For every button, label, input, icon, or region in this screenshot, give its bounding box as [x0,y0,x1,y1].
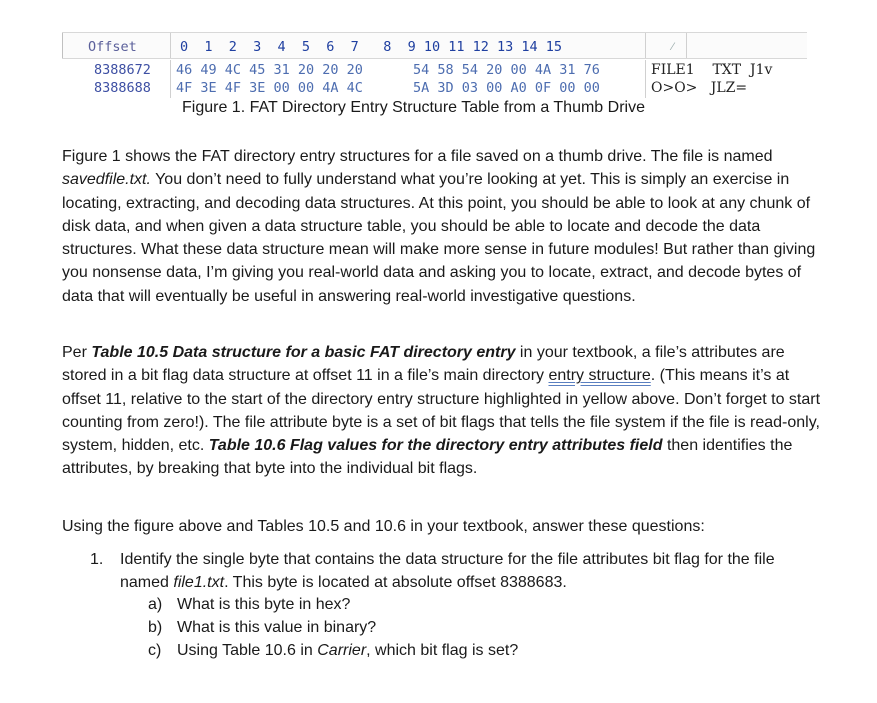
hex-viewer-frame [62,30,807,96]
question-text-a: Identify the single byte that contains the data structure for the file attributes bit flag for the file named [120,551,775,592]
table-paragraph [62,341,822,481]
intro-paragraph [62,145,822,308]
subquestion-label: a) [148,596,163,613]
subquestion-text: What is this value in binary? [177,619,377,636]
hex-header [62,32,807,59]
table-10-6-reference: Table 10.6 Flag values for the directory entry attributes field [208,437,663,455]
table-10-5-reference: Table 10.5 Data structure for a basic FAT directory entry [91,344,516,361]
hex-row-ascii: O>O> JLZ= [651,80,748,96]
subquestion-text-pre: Using Table 10.6 in [177,642,318,659]
figure-caption: Figure 1. FAT Directory Entry Structure Table from a Thumb Drive [182,99,645,116]
table-text-c: . (This means it’s at offset 11, relative to the start of the directory entry structure highlighted in yellow above. Don’t forget to start counting from zero!). The file attribute byte is a set of bit flags that tells the file system if the file is read-only, system, hidden, etc. [62,367,821,455]
intro-text-b: You don’t need to fully understand what you’re looking at yet. This is simply an exercise in locating, extracting, and decoding data structures. At this point, you should be able to look at any chunk of disk data, and when given a data structure table, you should be able to locate and decode the data structures. What these data structure mean will make more sense in future modules! But rather than giving you nonsense data, I’m giving you real-world data and asking you to locate, extract, and decode bytes of data that will eventually be useful in answering real-world investigative questions. [62,171,816,305]
subquestion-label: b) [148,619,163,636]
hex-viewer [62,30,812,96]
subquestion-carrier: Carrier [317,642,367,659]
hex-row-offset: 8388688 [94,80,151,96]
hex-row [62,62,807,80]
question-text [120,548,820,595]
table-text-b: in your textbook, a file’s attributes are stored in a bit flag data structure at offset 11 in a file’s main directory [62,344,785,385]
question-filename: file1.txt [173,574,225,592]
hex-header-offset: Offset [88,39,137,55]
subquestion-text-post: , which bit flag is set? [366,642,519,659]
hex-row-bytes-low: 4F 3E 4F 3E 00 00 4A 4C [176,80,363,96]
hex-row-bytes-high: 5A 3D 03 00 A0 0F 00 00 [413,80,600,96]
hex-row [62,80,807,98]
intro-text-a: Figure 1 shows the FAT directory entry structures for a file saved on a thumb drive. The file is named [62,148,773,165]
hex-row-bytes-high: 54 58 54 20 00 4A 31 76 [413,62,600,78]
question-number: 1. [90,551,104,568]
subquestion-text [177,642,518,660]
resize-icon: ⁄ [672,41,674,53]
instructions-paragraph: Using the figure above and Tables 10.5 and 10.6 in your textbook, answer these questions: [62,518,705,535]
table-text-d: then identifies the attributes, by breaking that byte into the individual bit flags. [62,437,793,478]
entry-structure-underlined: entry structure [548,367,651,385]
hex-row-bytes-low: 46 49 4C 45 31 20 20 20 [176,62,363,78]
subquestion-text: What is this byte in hex? [177,596,351,613]
question-text-b: . This byte is located at absolute offset 8388683. [224,574,567,592]
hex-row-offset: 8388672 [94,62,151,78]
hex-header-columns: 0 1 2 3 4 5 6 7 8 9 10 11 12 13 14 15 [180,39,563,55]
subquestion-label: c) [148,642,162,659]
intro-filename: savedfile.txt. [62,171,151,189]
hex-row-ascii: FILE1 TXT J1v [651,62,773,78]
table-text-a: Per [62,344,92,361]
